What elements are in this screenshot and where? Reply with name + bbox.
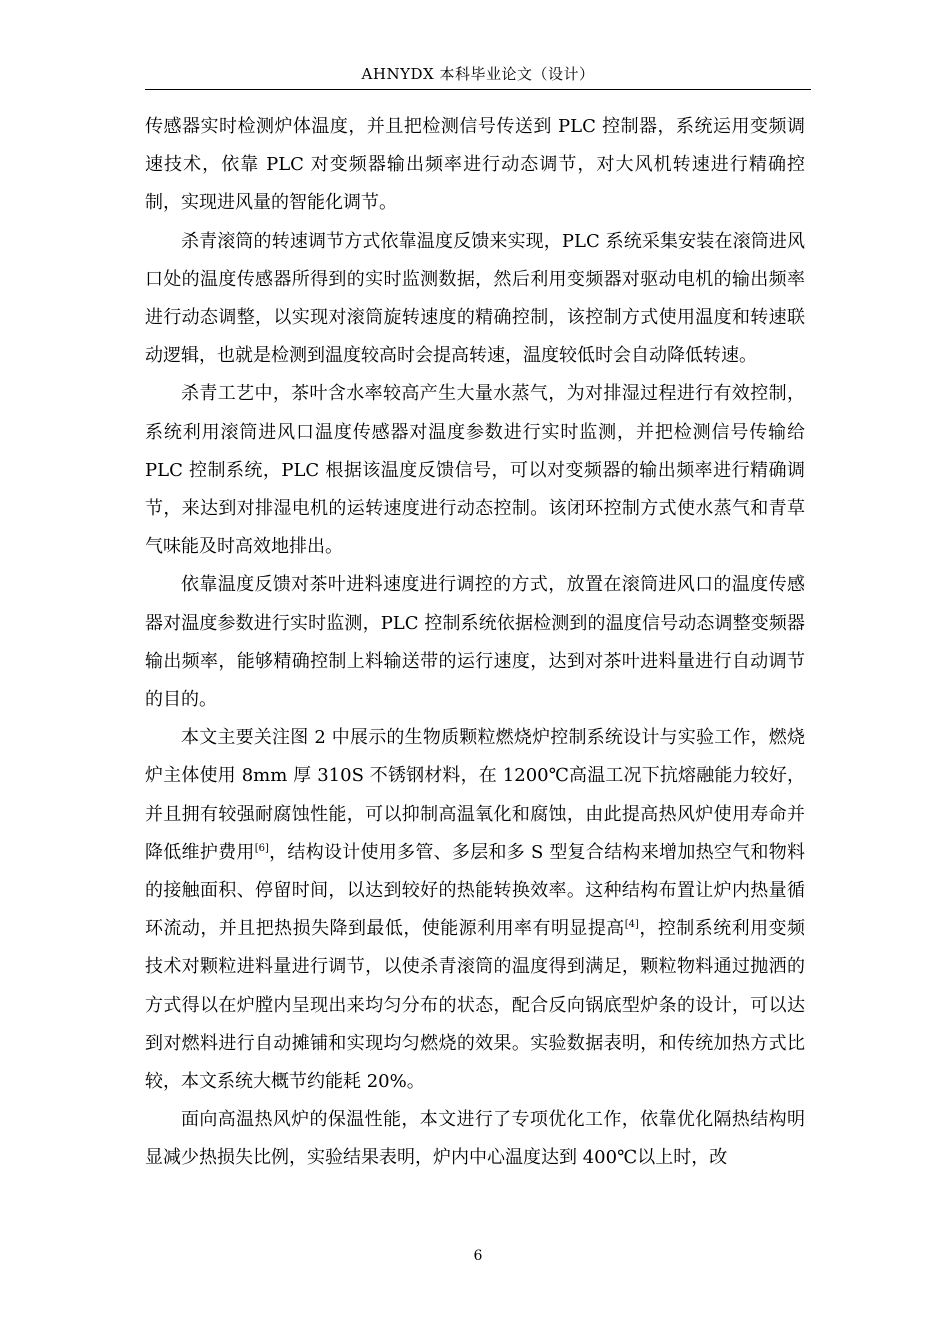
header-divider xyxy=(145,89,811,90)
paragraph-drum-speed: 杀青滚筒的转速调节方式依靠温度反馈来实现，PLC 系统采集安装在滚筒进风口处的温度传感器所得到的实时监测数据，然后利用变频器对驱动电机的输出频率进行动态调整，以实现对滚筒旋转速度的精确控制，该控制方式使用温度和转速联动逻辑，也就是检测到温度较高时会提高转速，温度较低时会自动降低转速。 xyxy=(145,230,805,367)
paragraph-furnace-text-1: 本文主要关注图 2 中展示的生物质颗粒燃烧炉控制系统设计与实验工作，燃烧炉主体使用 8mm 厚 310S 不锈钢材料，在 1200℃高温工况下抗熔融能力较好，并且拥有较强耐腐蚀性能，可以抑制高温氧化和腐蚀，由此提高热风炉使用寿命并降低维护费用 xyxy=(145,727,805,863)
paragraph-furnace-design xyxy=(145,719,805,1101)
paragraph-insulation: 面向高温热风炉的保温性能，本文进行了专项优化工作，依靠优化隔热结构明显减少热损失比例，实验结果表明，炉内中心温度达到 400℃以上时，改 xyxy=(145,1109,805,1169)
paragraph-dehumidify: 杀青工艺中，茶叶含水率较高产生大量水蒸气，为对排湿过程进行有效控制，系统利用滚筒进风口温度传感器对温度参数进行实时监测，并把检测信号传输给 PLC 控制系统，PLC 根据该温度反馈信号，可以对变频器的输出频率进行精确调节，来达到对排湿电机的运转速度进行动态控制。该闭环控制方式使水蒸气和青草气味能及时高效地排出。 xyxy=(145,383,805,558)
paragraph-furnace-text-3: ，控制系统利用变频技术对颗粒进料量进行调节，以使杀青滚筒的温度得到满足，颗粒物料通过抛洒的方式得以在炉膛内呈现出来均匀分布的状态，配合反向锅底型炉条的设计，可以达到对燃料进行自动摊铺和实现均匀燃烧的效果。实验数据表明，和传统加热方式比较，本文系统大概节约能耗 20%。 xyxy=(145,918,806,1093)
citation-ref-4: [4] xyxy=(624,919,639,931)
body-text xyxy=(145,108,805,1178)
page-number: 6 xyxy=(473,1248,483,1264)
paragraph-continued: 传感器实时检测炉体温度，并且把检测信号传送到 PLC 控制器，系统运用变频调速技术，依靠 PLC 对变频器输出频率进行动态调节，对大风机转速进行精确控制，实现进风量的智能化调节。 xyxy=(145,116,805,214)
running-header: AHNYDX 本科毕业论文（设计） xyxy=(361,65,595,83)
citation-ref-6: [6] xyxy=(254,842,269,854)
paragraph-feed-speed: 依靠温度反馈对茶叶进料速度进行调控的方式，放置在滚筒进风口的温度传感器对温度参数进行实时监测，PLC 控制系统依据检测到的温度信号动态调整变频器输出频率，能够精确控制上料输送带的运行速度，达到对茶叶进料量进行自动调节的目的。 xyxy=(145,574,805,711)
paragraph-furnace-text-2: ，结构设计使用多管、多层和多 S 型复合结构来增加热空气和物料的接触面积、停留时间，以达到较好的热能转换效率。这种结构布置让炉内热量循环流动，并且把热损失降到最低，使能源利用率有明显提高 xyxy=(145,841,806,940)
